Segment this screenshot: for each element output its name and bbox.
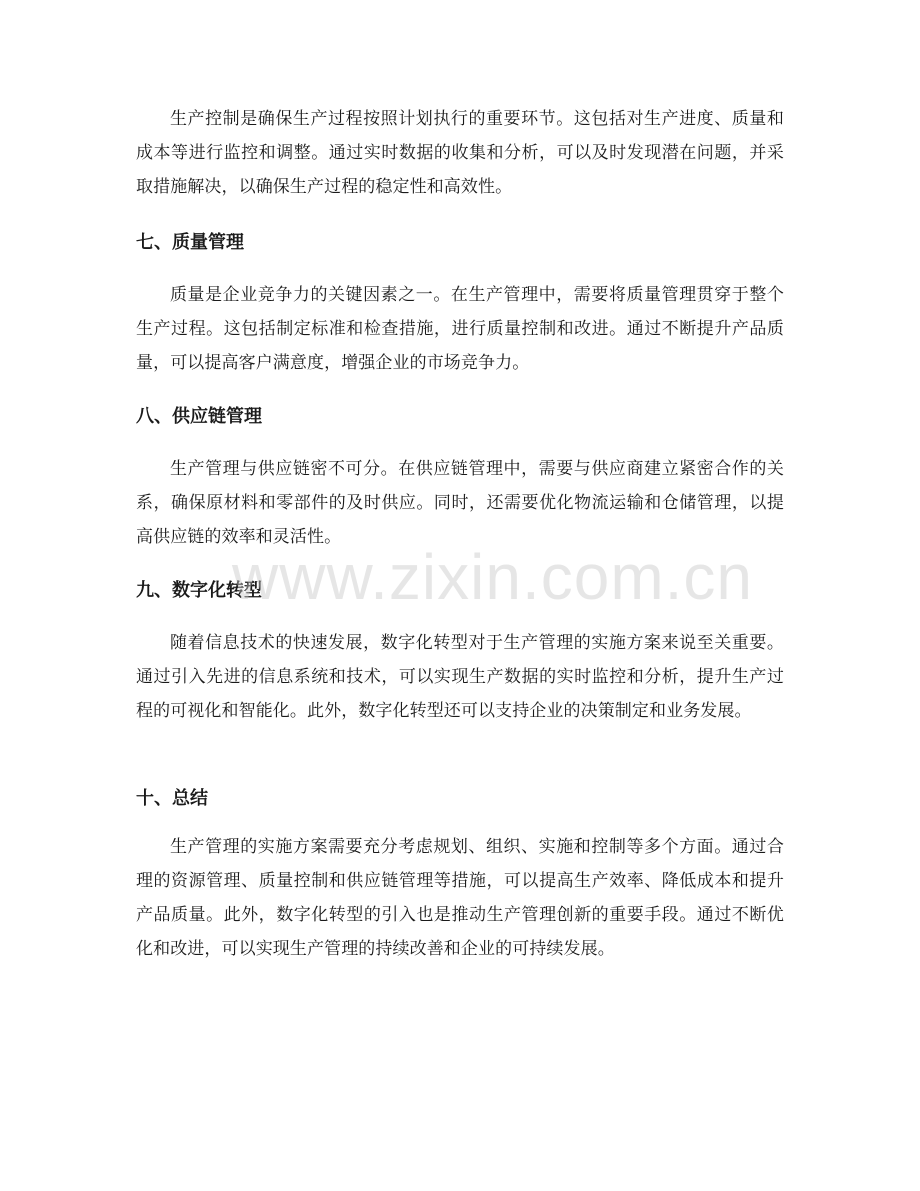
heading-digital-transformation: 九、数字化转型 <box>136 580 262 601</box>
paragraph-summary: 生产管理的实施方案需要充分考虑规划、组织、实施和控制等多个方面。通过合理的资源管理、质量控制和供应链管理等措施，可以提高生产效率、降低成本和提升产品质量。此外，数字化转型的引入也是推动生产管理创新的重要手段。通过不断优化和改进，可以实现生产管理的持续改善和企业的可持续发展。 <box>136 837 784 959</box>
watermark: www.zixin.com.cn <box>232 541 753 613</box>
paragraph-supply-chain: 生产管理与供应链密不可分。在供应链管理中，需要与供应商建立紧密合作的关系，确保原材料和零部件的及时供应。同时，还需要优化物流运输和仓储管理，以提高供应链的效率和灵活性。 <box>136 459 784 547</box>
paragraph-digital-transformation: 随着信息技术的快速发展，数字化转型对于生产管理的实施方案来说至关重要。通过引入先进的信息系统和技术，可以实现生产数据的实时监控和分析，提升生产过程的可视化和智能化。此外，数字化转型还可以支持企业的决策制定和业务发展。 <box>136 633 784 721</box>
heading-quality-management: 七、质量管理 <box>136 232 244 253</box>
heading-supply-chain: 八、供应链管理 <box>136 406 262 427</box>
heading-summary: 十、总结 <box>136 788 208 809</box>
paragraph-production-control: 生产控制是确保生产过程按照计划执行的重要环节。这包括对生产进度、质量和成本等进行监控和调整。通过实时数据的收集和分析，可以及时发现潜在问题，并采取措施解决，以确保生产过程的稳定性和高效性。 <box>136 109 784 197</box>
paragraph-quality-management: 质量是企业竞争力的关键因素之一。在生产管理中，需要将质量管理贯穿于整个生产过程。这包括制定标准和检查措施，进行质量控制和改进。通过不断提升产品质量，可以提高客户满意度，增强企业的市场竞争力。 <box>136 285 784 373</box>
